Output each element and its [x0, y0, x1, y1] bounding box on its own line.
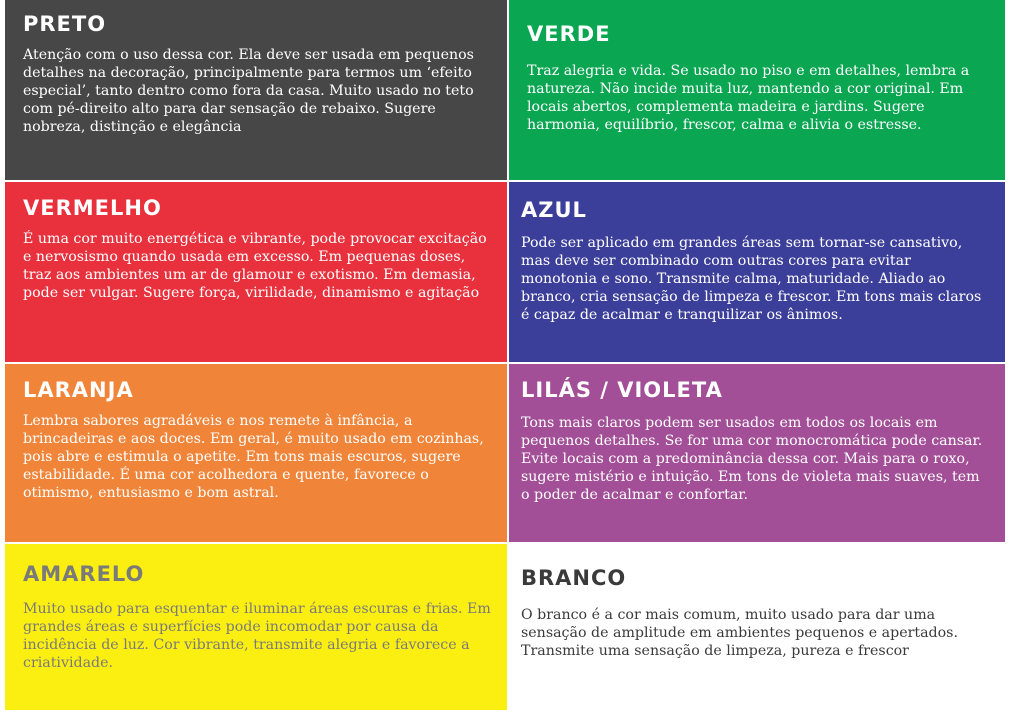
card-text-amarelo: Muito usado para esquentar e iluminar áreas escuras e frias. Em grandes áreas e superfícies pode incomodar por causa da incidência de luz. Cor vibrante, transmite alegria e favorece a criatividade.	[23, 601, 491, 671]
card-text-preto: Atenção com o uso dessa cor. Ela deve ser usada em pequenos detalhes na decoração, principalmente para termos um ‘efeito especial’, tanto dentro como fora da casa. Muito usado no teto com pé-direito alto para dar sensação de rebaixo. Sugere nobreza, distinção e elegância	[23, 47, 474, 135]
card-title-lilas-violeta: LILÁS / VIOLETA	[521, 378, 723, 402]
card-title-amarelo: AMARELO	[23, 562, 145, 586]
card-verde	[509, 0, 1005, 180]
card-azul	[509, 182, 1005, 362]
card-title-vermelho: VERMELHO	[23, 196, 162, 220]
card-text-lilas-violeta: Tons mais claros podem ser usados em todos os locais em pequenos detalhes. Se for uma cor monocromática pode cansar. Evite locais com a predominância dessa cor. Mais para o roxo, sugere mistério e intuição. Em tons de violeta mais suaves, tem o poder de acalmar e confortar.	[521, 415, 983, 503]
card-text-azul: Pode ser aplicado em grandes áreas sem tornar-se cansativo, mas deve ser combinado com outras cores para evitar monotonia e sono. Transmite calma, maturidade. Aliado ao branco, cria sensação de limpeza e frescor. Em tons mais claros é capaz de acalmar e tranquilizar os ânimos.	[521, 235, 982, 323]
card-laranja	[5, 364, 507, 542]
card-lilas-violeta	[509, 364, 1005, 542]
card-title-laranja: LARANJA	[23, 378, 134, 402]
card-vermelho	[5, 182, 507, 362]
card-text-branco: O branco é a cor mais comum, muito usado para dar uma sensação de amplitude em ambientes pequenos e apertados. Transmite uma sensação de limpeza, pureza e frescor	[521, 607, 958, 659]
card-amarelo	[5, 544, 507, 710]
card-preto	[5, 0, 507, 180]
card-branco	[509, 544, 1005, 710]
card-text-verde: Traz alegria e vida. Se usado no piso e em detalhes, lembra a natureza. Não incide muita luz, mantendo a cor original. Em locais abertos, complementa madeira e jardins. Sugere harmonia, equilíbrio, frescor, calma e alivia o estresse.	[527, 63, 970, 133]
card-title-branco: BRANCO	[521, 566, 627, 590]
card-text-laranja: Lembra sabores agradáveis e nos remete à infância, a brincadeiras e aos doces. Em geral, é muito usado em cozinhas, pois abre e estimula o apetite. Em tons mais escuros, sugere estabilidade. É uma cor acolhedora e quente, favorece o otimismo, entusiasmo e bom astral.	[23, 413, 484, 501]
card-text-vermelho: É uma cor muito energética e vibrante, pode provocar excitação e nervosismo quando usada em excesso. Em pequenas doses, traz aos ambientes um ar de glamour e exotismo. Em demasia, pode ser vulgar. Sugere força, virilidade, dinamismo e agitação	[23, 231, 487, 301]
card-title-azul: AZUL	[521, 198, 587, 222]
card-title-verde: VERDE	[527, 22, 611, 46]
card-title-preto: PRETO	[23, 12, 107, 36]
